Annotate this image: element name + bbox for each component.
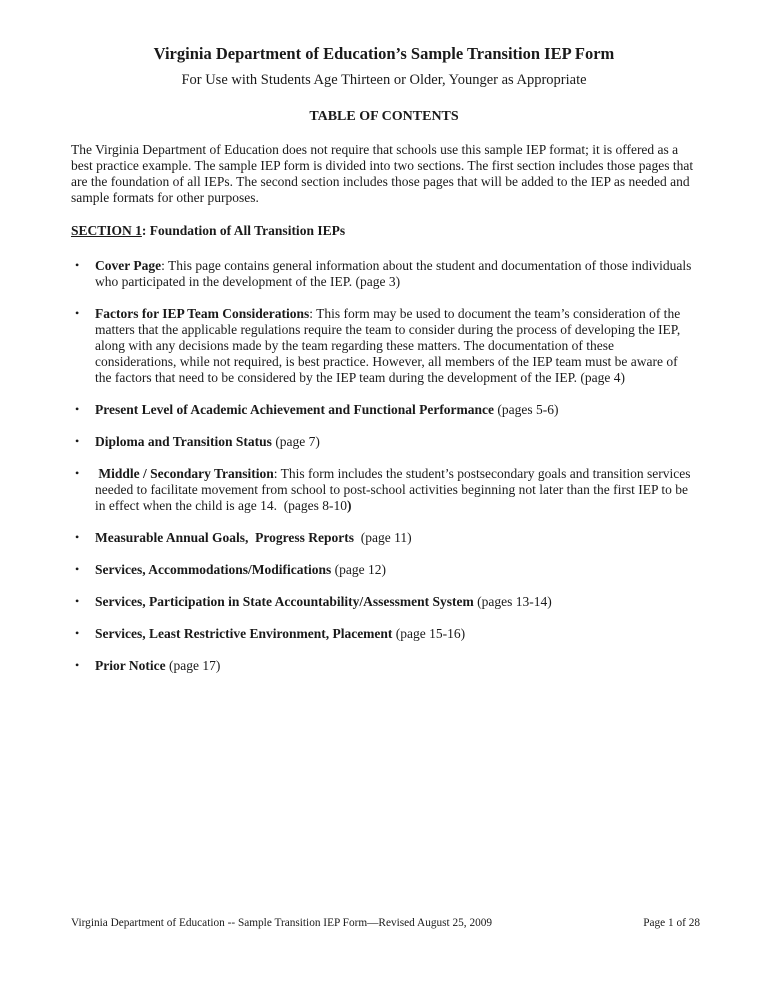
bullet-icon: • — [75, 562, 80, 576]
toc-item-text: Present Level of Academic Achievement and Functional Performance (pages 5-6) — [95, 402, 559, 417]
bullet-icon: • — [75, 258, 80, 272]
toc-item — [71, 658, 697, 674]
toc-item-text: Factors for IEP Team Considerations: This form may be used to document the team’s consideration of the matters that the applicable regulations require the team to consider during the process of developing the IEP, along with any decisions made by the team regarding these matters. The documentation of these considerations, while not required, is best practice. However, all members of the IEP team must be aware of the factors that need to be considered by the IEP team during the development of the IEP. (page 4) — [95, 306, 684, 385]
bullet-icon: • — [75, 594, 80, 608]
footer-left-text: Virginia Department of Education -- Sample Transition IEP Form—Revised August 25, 2009 — [71, 917, 493, 929]
toc-item-text: Services, Least Restrictive Environment, Placement (page 15-16) — [95, 626, 466, 641]
footer-page-number: Page 1 of 28 — [643, 917, 700, 929]
toc-item-text: Prior Notice (page 17) — [95, 658, 221, 673]
bullet-icon: • — [75, 434, 80, 448]
page-subtitle: For Use with Students Age Thirteen or Older, Younger as Appropriate — [181, 72, 587, 88]
toc-item-text: Middle / Secondary Transition: This form includes the student’s postsecondary goals and transition services needed to facilitate movement from school to post-school activities beginning not later than the first IEP to be in effect when the child is age 14. (pages 8-10) — [95, 466, 694, 513]
toc-item-text: Diploma and Transition Status (page 7) — [95, 434, 320, 449]
bullet-icon: • — [75, 658, 80, 672]
toc-item — [71, 258, 697, 290]
toc-item-text: Cover Page: This page contains general information about the student and documentation of those individuals who participated in the development of the IEP. (page 3) — [95, 258, 695, 289]
toc-item — [71, 466, 697, 514]
toc-item — [71, 402, 697, 418]
toc-list — [71, 258, 697, 674]
toc-item-text: Measurable Annual Goals, Progress Reports (page 11) — [95, 530, 412, 545]
section1-title-rest: : Foundation of All Transition IEPs — [141, 223, 346, 238]
toc-item — [71, 594, 697, 610]
toc-item-text: Services, Participation in State Accountability/Assessment System (pages 13-14) — [95, 594, 552, 609]
section1-label: SECTION 1 — [71, 223, 142, 238]
bullet-icon: • — [75, 306, 80, 320]
section1-heading — [71, 222, 697, 239]
page-title: Virginia Department of Education’s Sample Transition IEP Form — [153, 44, 615, 63]
bullet-icon: • — [75, 466, 80, 480]
bullet-icon: • — [75, 626, 80, 640]
toc-item — [71, 626, 697, 642]
toc-item — [71, 530, 697, 546]
page-footer — [71, 916, 700, 930]
toc-item — [71, 434, 697, 450]
toc-item-text: Services, Accommodations/Modifications (page 12) — [95, 562, 386, 577]
bullet-icon: • — [75, 402, 80, 416]
bullet-icon: • — [75, 530, 80, 544]
intro-paragraph: The Virginia Department of Education does not require that schools use this sample IEP format; it is offered as a best practice example. The sample IEP form is divided into two sections. The first section includes those pages that are the foundation of all IEPs. The second section includes those pages that will be added to the IEP as needed and sample formats for other purposes. — [71, 142, 694, 205]
toc-heading: TABLE OF CONTENTS — [309, 109, 459, 124]
toc-item — [71, 562, 697, 578]
toc-item — [71, 306, 697, 386]
